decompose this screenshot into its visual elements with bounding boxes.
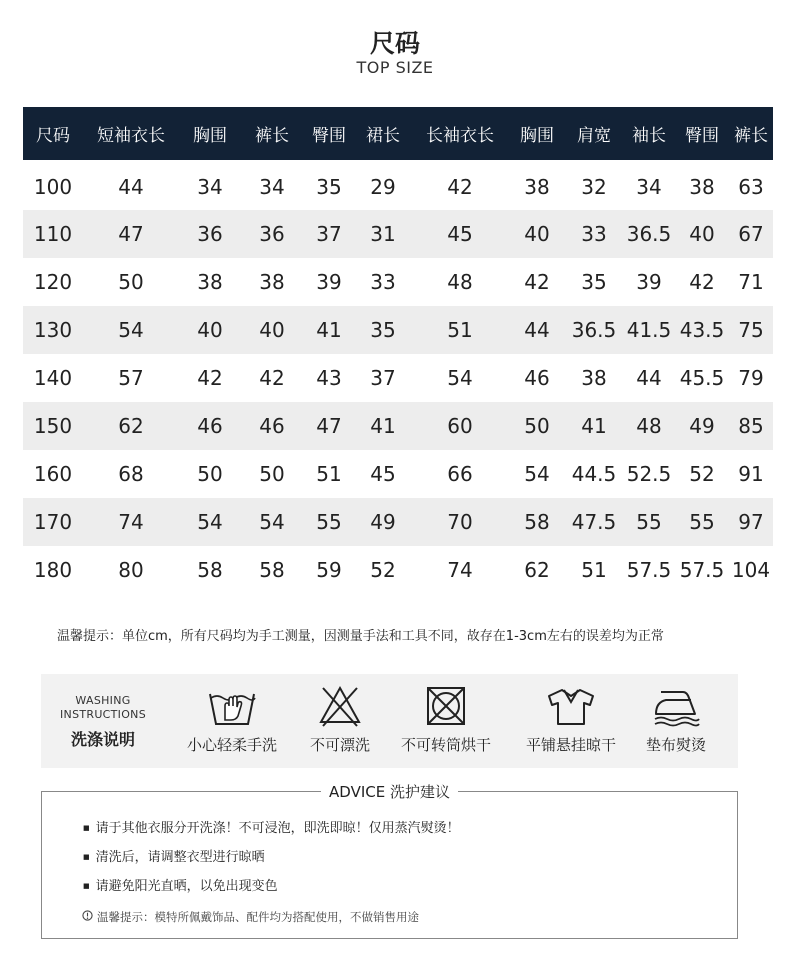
table-cell: 52.5: [626, 462, 672, 486]
column-header: 尺码: [36, 126, 70, 146]
table-cell: 59: [316, 558, 342, 582]
table-cell: 170: [33, 510, 73, 534]
advice-list: [83, 819, 460, 906]
table-cell: 62: [118, 414, 144, 438]
table-cell: 68: [118, 462, 144, 486]
iron-with-cloth-icon: [651, 684, 701, 728]
table-cell: 42: [524, 270, 550, 294]
column-header: 短袖衣长: [97, 126, 165, 146]
column-header: 胸围: [193, 126, 227, 146]
table-cell: 41: [581, 414, 607, 438]
table-cell: 55: [689, 510, 715, 534]
table-cell: 150: [33, 414, 73, 438]
table-cell: 180: [33, 558, 73, 582]
wash-label-flat-hang-dry: 平铺悬挂晾干: [525, 736, 616, 754]
advice-item: ■ 请于其他衣服分开洗涤！不可浸泡，即洗即晾！仅用蒸汽熨烫！: [83, 819, 460, 848]
table-cell: 58: [259, 558, 285, 582]
wash-label-no-tumble-dry: 不可转筒烘干: [400, 736, 491, 754]
table-cell: 104: [731, 558, 771, 582]
table-cell: 55: [636, 510, 662, 534]
table-cell: 100: [23, 162, 83, 210]
table-cell: 45: [370, 462, 396, 486]
table-cell: 58: [524, 510, 550, 534]
table-cell: 49: [689, 414, 715, 438]
table-cell: 57.5: [626, 558, 672, 582]
table-row: [23, 402, 773, 450]
table-row: [23, 354, 773, 402]
table-cell: 46: [197, 414, 223, 438]
table-cell: 40: [689, 222, 715, 246]
wash-item-no-tumble-dry: [392, 684, 500, 755]
table-cell: 51: [447, 318, 473, 342]
table-row: [23, 498, 773, 546]
table-cell: 41.5: [626, 318, 672, 342]
table-cell: 36.5: [626, 222, 672, 246]
table-cell: 44: [83, 162, 179, 210]
table-cell: 44.5: [571, 462, 617, 486]
table-cell: 38: [509, 162, 565, 210]
table-cell: 44: [636, 366, 662, 390]
table-row: [23, 546, 773, 594]
table-cell: 47: [316, 414, 342, 438]
table-cell: 38: [259, 270, 285, 294]
advice-title-text: ADVICE 洗护建议: [321, 783, 458, 801]
table-cell: 36: [197, 222, 223, 246]
table-cell: 54: [524, 462, 550, 486]
table-cell: 39: [636, 270, 662, 294]
column-header: 胸围: [520, 126, 554, 146]
table-cell: 34: [241, 162, 303, 210]
table-cell: 36: [259, 222, 285, 246]
table-cell: 160: [33, 462, 73, 486]
page-title: 尺码: [369, 29, 420, 58]
column-header: 臀围: [685, 126, 719, 146]
table-cell: 74: [447, 558, 473, 582]
wash-label-no-bleach: 不可漂洗: [309, 736, 370, 754]
table-cell: 37: [316, 222, 342, 246]
table-cell: 38: [581, 366, 607, 390]
table-cell: 50: [118, 270, 144, 294]
flat-hang-dry-icon: [546, 684, 596, 728]
advice-footnote-text: 温馨提示：模特所佩戴饰品、配件均为搭配使用，不做销售用途: [97, 910, 419, 924]
no-tumble-dry-icon: [424, 684, 468, 728]
hand-wash-icon: [207, 684, 257, 728]
table-cell: 54: [197, 510, 223, 534]
table-cell: 38: [197, 270, 223, 294]
size-table: [23, 107, 773, 594]
table-cell: 40: [259, 318, 285, 342]
table-cell: 70: [447, 510, 473, 534]
table-cell: 54: [118, 318, 144, 342]
table-cell: 50: [524, 414, 550, 438]
table-cell: 36.5: [571, 318, 617, 342]
table-cell: 71: [738, 270, 764, 294]
table-cell: 54: [447, 366, 473, 390]
advice-box: [41, 783, 738, 939]
table-cell: 33: [581, 222, 607, 246]
table-cell: 75: [738, 318, 764, 342]
table-cell: 55: [316, 510, 342, 534]
advice-item: ■ 清洗后，请调整衣型进行晾晒: [83, 848, 460, 877]
table-cell: 60: [447, 414, 473, 438]
table-cell: 43: [316, 366, 342, 390]
table-cell: 79: [738, 366, 764, 390]
table-cell: 47.5: [571, 510, 617, 534]
table-cell: 40: [197, 318, 223, 342]
table-cell: 47: [118, 222, 144, 246]
table-cell: 40: [524, 222, 550, 246]
column-header: 臀围: [312, 126, 346, 146]
table-cell: 33: [370, 270, 396, 294]
column-header: 裤长: [255, 126, 289, 146]
table-cell: 49: [370, 510, 396, 534]
wash-item-no-bleach: [300, 684, 380, 755]
table-cell: 140: [33, 366, 73, 390]
table-cell: 52: [370, 558, 396, 582]
table-row: [23, 162, 773, 210]
table-cell: 50: [197, 462, 223, 486]
table-cell: 32: [565, 162, 623, 210]
table-cell: 42: [411, 162, 509, 210]
column-header: 肩宽: [577, 126, 611, 146]
advice-footnote: [82, 909, 419, 925]
advice-item: ■ 请避免阳光直晒，以免出现变色: [83, 877, 460, 906]
table-cell: 39: [316, 270, 342, 294]
table-cell: 54: [259, 510, 285, 534]
table-cell: 37: [370, 366, 396, 390]
advice-title: [42, 781, 737, 802]
measurement-note: 温馨提示：单位cm，所有尺码均为手工测量，因测量手法和工具不同，故存在1-3cm左右的误差均为正常: [57, 629, 664, 644]
table-cell: 91: [738, 462, 764, 486]
table-cell: 110: [33, 222, 73, 246]
table-cell: 120: [33, 270, 73, 294]
table-cell: 45: [447, 222, 473, 246]
column-header: 袖长: [632, 126, 666, 146]
washing-title-en-2: INSTRUCTIONS: [60, 708, 146, 721]
table-cell: 48: [447, 270, 473, 294]
table-cell: 34: [179, 162, 241, 210]
table-cell: 42: [689, 270, 715, 294]
table-cell: 43.5: [679, 318, 725, 342]
table-header-row: [23, 107, 773, 162]
washing-instructions: [41, 674, 738, 768]
washing-title-cn: 洗涤说明: [70, 730, 135, 749]
table-cell: 35: [581, 270, 607, 294]
column-header: 裙长: [366, 126, 400, 146]
table-cell: 35: [370, 318, 396, 342]
table-row: [23, 258, 773, 306]
table-cell: 34: [623, 162, 675, 210]
table-cell: 31: [370, 222, 396, 246]
table-cell: 51: [316, 462, 342, 486]
table-cell: 52: [689, 462, 715, 486]
table-row: [23, 210, 773, 258]
table-cell: 97: [738, 510, 764, 534]
table-cell: 58: [197, 558, 223, 582]
info-icon: [82, 910, 93, 921]
table-cell: 45.5: [679, 366, 725, 390]
table-cell: 62: [524, 558, 550, 582]
table-cell: 35: [303, 162, 355, 210]
page-subtitle: TOP SIZE: [356, 58, 434, 77]
table-cell: 46: [259, 414, 285, 438]
table-cell: 57: [118, 366, 144, 390]
washing-title-en-1: WASHING: [75, 694, 131, 707]
table-cell: 50: [259, 462, 285, 486]
washing-title: [55, 694, 151, 750]
wash-item-flat-hang-dry: [517, 684, 625, 755]
table-cell: 67: [738, 222, 764, 246]
table-cell: 66: [447, 462, 473, 486]
table-cell: 80: [118, 558, 144, 582]
no-bleach-icon: [317, 684, 363, 728]
table-cell: 48: [636, 414, 662, 438]
table-cell: 130: [33, 318, 73, 342]
table-cell: 57.5: [679, 558, 725, 582]
table-cell: 42: [197, 366, 223, 390]
table-cell: 29: [355, 162, 411, 210]
table-cell: 46: [524, 366, 550, 390]
table-row: [23, 450, 773, 498]
column-header: 长袖衣长: [426, 126, 494, 146]
table-cell: 42: [259, 366, 285, 390]
column-header: 裤长: [734, 126, 768, 146]
table-cell: 38: [675, 162, 729, 210]
table-cell: 63: [729, 162, 773, 210]
wash-label-hand-wash: 小心轻柔手洗: [186, 736, 277, 754]
table-cell: 41: [316, 318, 342, 342]
wash-label-iron-with-cloth: 垫布熨烫: [645, 736, 706, 754]
table-cell: 85: [738, 414, 764, 438]
table-row: [23, 306, 773, 354]
table-cell: 51: [581, 558, 607, 582]
table-cell: 44: [524, 318, 550, 342]
table-cell: 74: [118, 510, 144, 534]
table-cell: 41: [370, 414, 396, 438]
wash-item-iron-with-cloth: [636, 684, 716, 755]
wash-item-hand-wash: [182, 684, 282, 755]
